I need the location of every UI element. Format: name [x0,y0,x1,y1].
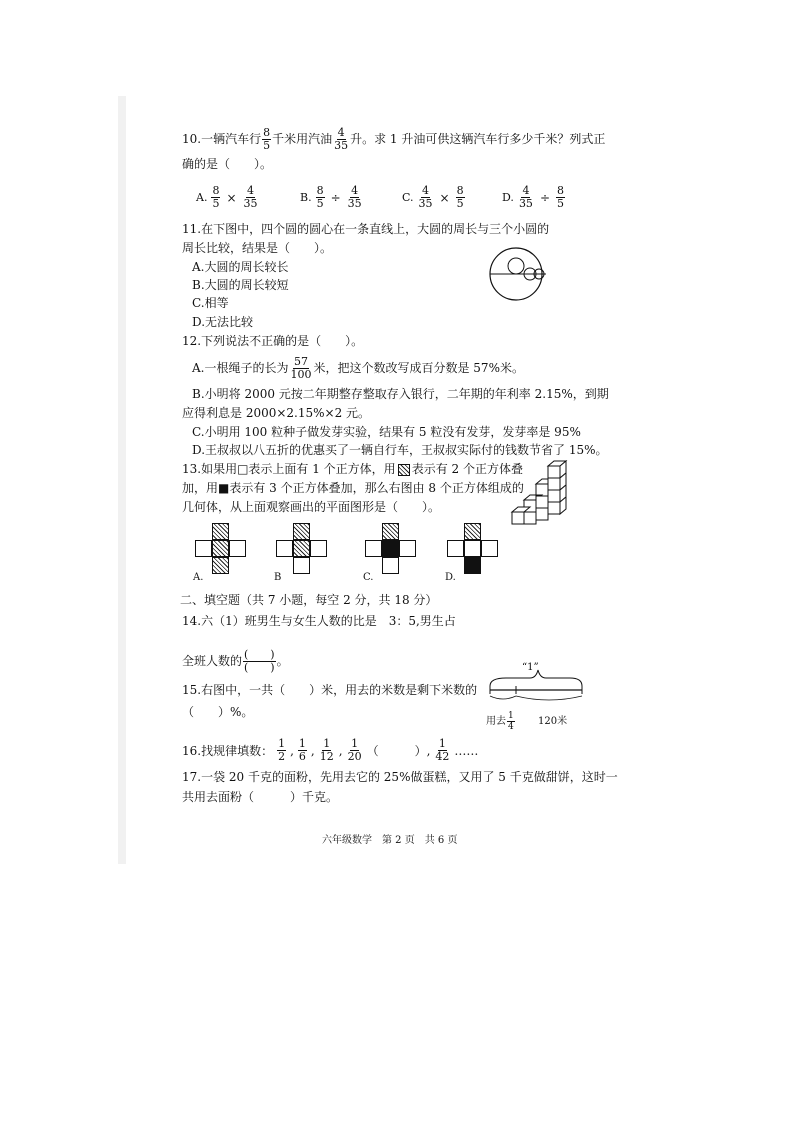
section2-title: 二、填空题（共 7 小题，每空 2 分，共 18 分） [180,593,438,607]
q11-circles-figure [486,244,550,306]
q13-grid-a-cell [212,523,229,540]
q13-grid-a-cell [229,540,246,557]
q14-stem-line1: 14.六（1）班男生与女生人数的比是 3：5,男生占 [182,614,456,628]
q10-option-d: D. $\frac{4}{35}$ ÷ $\frac{8}{5}$ [502,184,564,210]
q12-option-c: C.小明用 100 粒种子做发芽实验，结果有 5 粒没有发芽，发芽率是 95% [192,425,581,439]
scan-margin-shadow [118,96,126,864]
q17-stem-line2: 共用去面粉（ ）千克。 [182,790,339,804]
small-circle-1 [508,258,524,274]
q11-option-c: C.相等 [192,296,229,310]
brace [490,670,582,686]
q11-stem-line2: 周长比较，结果是（ ）。 [182,241,333,255]
page-footer: 六年级数学 第 2 页 共 6 页 [322,835,458,846]
q13-grid-b-cell [293,540,310,557]
q15-brace-label: “1” [522,662,539,673]
hatched-square-symbol [398,464,410,476]
q15-used-label: 用去 $\frac{1}{4}$ [486,711,514,732]
q11-option-a: A.大圆的周长较长 [192,260,289,274]
q11-option-d: D.无法比较 [192,315,254,329]
q11-option-b: B.大圆的周长较短 [192,278,289,292]
q13-option-label-c: C. [363,572,374,583]
q13-grid-d-cell [447,540,464,557]
q13-grid-b-cell [293,523,310,540]
q17-stem-line1: 17.一袋 20 千克的面粉，先用去它的 25%做蛋糕，又用了 5 千克做甜饼，这时一 [182,770,618,784]
q15-segment-diagram [486,668,586,708]
q13-grid-d-cell [464,523,481,540]
q13-grid-c-cell [365,540,382,557]
q13-grid-c-cell [382,557,399,574]
q10-frac-4-35: $\frac{4}{35}$ [334,126,349,152]
q10-stem: 10.一辆汽车行 $\frac{8}{5}$ 千米用汽油 $\frac{4}{35}$ 升。求 1 升油可供这辆汽车行多少千米？列式正 [182,126,606,152]
q15-rest-label: 120米 [538,716,568,727]
q13-option-label-a: A. [193,572,204,583]
q13-option-label-d: D. [445,572,456,583]
q13-stem-line1: 13.如果用□表示上面有 1 个正方体，用 表示有 2 个正方体叠 [182,462,523,476]
q12-option-d: D.王叔叔以八五折的优惠买了一辆自行车，王叔叔实际付的钱数节省了 15%。 [192,443,608,457]
q13-grid-d-cell [464,540,481,557]
q13-stem-line3: 几何体，从上面观察画出的平面图形是（ ）。 [182,500,441,514]
q13-grid-a-cell [212,540,229,557]
q13-grid-b-cell [310,540,327,557]
q10-frac-8-5: $\frac{8}{5}$ [263,126,271,152]
q15-stem-line2: （ ）%。 [182,705,254,719]
q13-option-label-b: B [274,572,282,583]
q12-option-a: A.一根绳子的长为 $\frac{57}{100}$ 米，把这个数改写成百分数是 57%米。 [192,355,524,381]
q13-grid-a-cell [195,540,212,557]
q10-option-c: C. $\frac{4}{35}$ × $\frac{8}{5}$ [402,184,464,210]
q16-stem: 16.找规律填数： $\frac{1}{2}$ , $\frac{1}{6}$ , $\frac{1}{12}$ , $\frac{1}{20}$ （ ）, $\frac{1}{42}$ …… [182,737,479,763]
q13-grid-b-cell [276,540,293,557]
q10-stem-line2: 确的是（ ）。 [182,157,273,171]
q12-option-b-line1: B.小明将 2000 元按二年期整存整取存入银行，二年期的年利率 2.15%，到期 [192,387,609,401]
q13-grid-c-cell [382,540,399,557]
q13-grid-b-cell [293,557,310,574]
q13-grid-d-cell [481,540,498,557]
q12-title: 12.下列说法不正确的是（ ）。 [182,334,364,348]
q11-stem-line1: 11.在下图中，四个圆的圆心在一条直线上，大圆的周长与三个小圆的 [182,222,550,236]
q13-grid-c-cell [382,523,399,540]
q12-option-b-line2: 应得利息是 2000×2.15%×2 元。 [182,406,371,420]
q13-grid-c-cell [399,540,416,557]
q10-option-a: A. $\frac{8}{5}$ × $\frac{4}{35}$ [196,184,258,210]
q13-grid-a-cell [212,557,229,574]
q15-stem-line1: 15.右图中，一共（ ）米，用去的米数是剩下米数的 [182,683,478,697]
q13-grid-d-cell [464,557,481,574]
q13-stem-line2: 加，用■表示有 3 个正方体叠加，那么右图由 8 个正方体组成的 [182,481,524,495]
q14-stem-line2: 全班人数的 $\frac{( )}{( )}$ 。 [182,648,289,674]
q13-cube-figure [508,460,574,534]
q10-option-b: B. $\frac{8}{5}$ ÷ $\frac{4}{35}$ [300,184,362,210]
